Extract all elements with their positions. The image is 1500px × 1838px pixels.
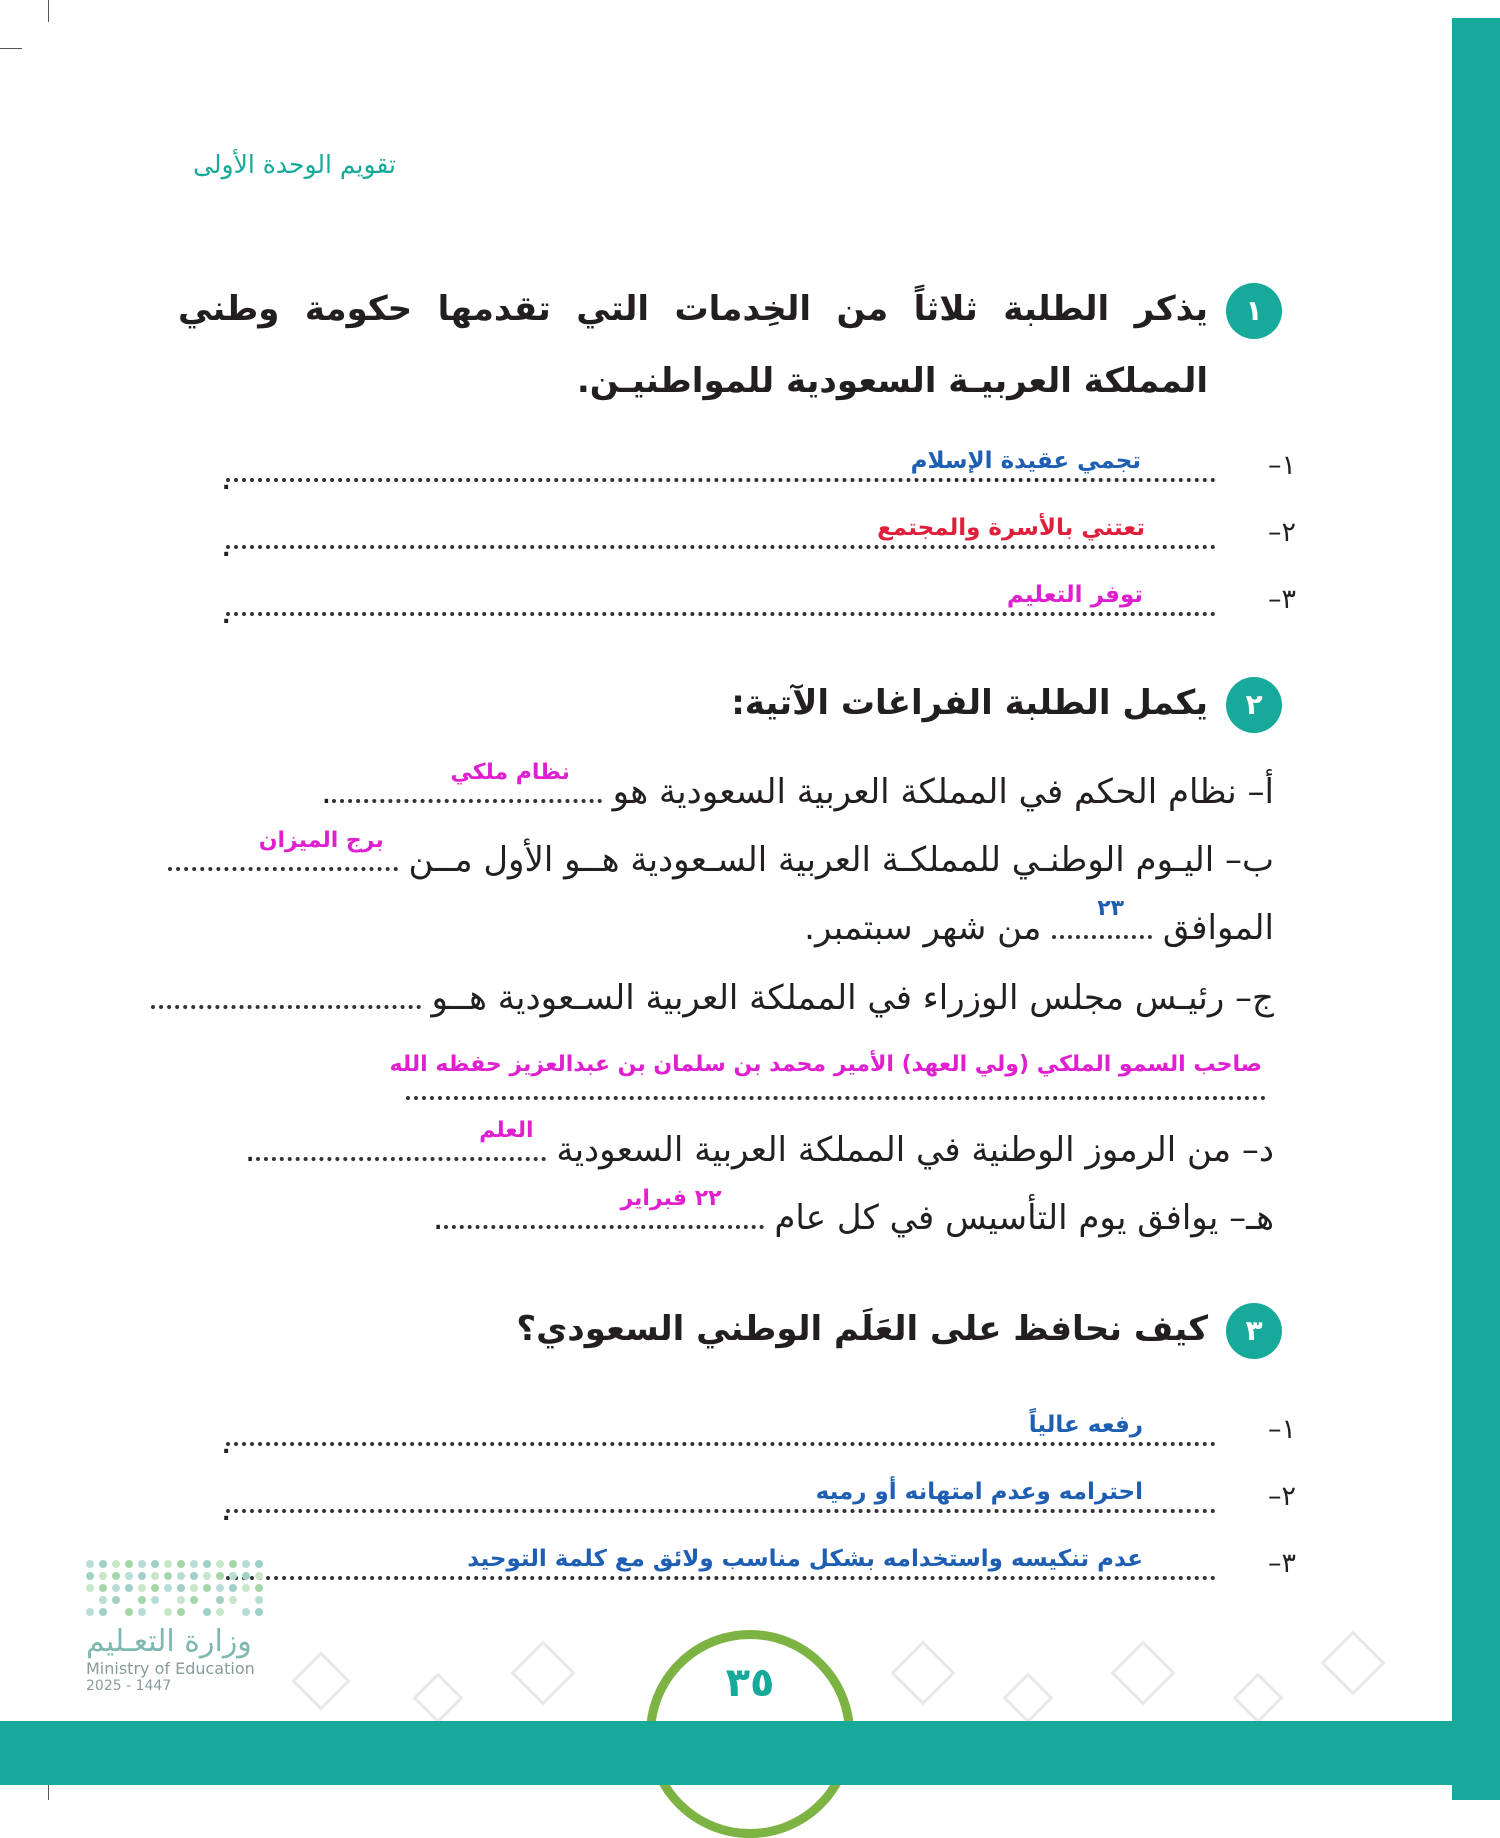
logo-dot — [112, 1560, 120, 1568]
question-3-badge: ٣ — [1226, 1303, 1282, 1359]
unit-review-title: تقويم الوحدة الأولى — [193, 150, 396, 179]
logo-dot — [255, 1608, 263, 1616]
answer-text: توفر التعليم — [1004, 582, 1146, 608]
logo-dot — [125, 1560, 133, 1568]
logo-dot — [229, 1560, 237, 1568]
logo-dot — [203, 1560, 211, 1568]
logo-dot — [255, 1584, 263, 1592]
logo-dot — [190, 1572, 198, 1580]
q3-answer-line-1: ١– . رفعه عالياً — [222, 1412, 1296, 1459]
q2-item-c-answer-line — [389, 1052, 1266, 1100]
logo-dot — [151, 1596, 159, 1604]
answer-text: احترامه وعدم امتهانه أو رميه — [813, 1479, 1146, 1505]
logo-dot — [203, 1584, 211, 1592]
logo-dot — [242, 1608, 250, 1616]
question-3-text: كيف نحافظ على العَلَم الوطني السعودي؟ — [516, 1309, 1208, 1349]
fill-answer: ٢٢ فبراير — [618, 1177, 723, 1221]
decorative-pattern — [1110, 1640, 1175, 1705]
footer-band — [0, 1721, 1452, 1785]
logo-dot — [177, 1608, 185, 1616]
logo-dots-icon — [86, 1560, 276, 1620]
logo-dot — [177, 1572, 185, 1580]
logo-dot — [112, 1584, 120, 1592]
logo-dot — [216, 1560, 224, 1568]
ministry-name-en: Ministry of Education — [86, 1659, 255, 1678]
decorative-pattern — [291, 1651, 350, 1710]
q2-item-c — [151, 976, 1274, 1020]
decorative-pattern — [413, 1673, 464, 1724]
answer-number: ١– — [1267, 1414, 1296, 1445]
question-2-text: يكمل الطلبة الفراغات الآتية: — [731, 683, 1208, 723]
logo-dot — [229, 1584, 237, 1592]
crop-mark — [48, 0, 49, 22]
logo-dot — [190, 1560, 198, 1568]
fill-blank — [151, 977, 421, 1009]
logo-dot — [164, 1608, 172, 1616]
decorative-pattern — [890, 1640, 955, 1705]
logo-dot — [138, 1608, 146, 1616]
item-text: أ– نظام الحكم في المملكة العربية السعودية هو — [612, 772, 1274, 812]
logo-dot — [216, 1608, 224, 1616]
logo-dot — [203, 1608, 211, 1616]
logo-dot — [190, 1584, 198, 1592]
answer-number: ٢– — [1267, 517, 1296, 548]
q2-item-d: د– من الرموز الوطنية في المملكة العربية السعودية العلم . — [245, 1128, 1274, 1172]
page-edge-band — [1452, 18, 1500, 1800]
logo-dot — [177, 1584, 185, 1592]
logo-dot — [99, 1608, 107, 1616]
logo-dot — [112, 1572, 120, 1580]
q1-answer-line-2: ٢– . تعتني بالأسرة والمجتمع — [222, 515, 1296, 562]
logo-dot — [125, 1572, 133, 1580]
ministry-logo — [86, 1560, 286, 1694]
fill-answer: العلم — [477, 1109, 535, 1153]
item-text: ج– رئيـس مجلس الوزراء في المملكة العربية السـعودية هــو — [431, 978, 1274, 1018]
logo-dot — [86, 1584, 94, 1592]
q1-answer-line-1: ١– . تجمي عقيدة الإسلام — [222, 448, 1296, 495]
item-text: الموافق — [1162, 908, 1274, 948]
logo-dot — [216, 1596, 224, 1604]
fill-blank — [1052, 896, 1152, 939]
answer-number: ٣– — [1267, 1548, 1296, 1579]
q2-item-b — [168, 828, 1274, 882]
logo-dot — [216, 1572, 224, 1580]
logo-dot — [138, 1584, 146, 1592]
logo-dot — [177, 1560, 185, 1568]
logo-dot — [151, 1572, 159, 1580]
logo-dot — [125, 1584, 133, 1592]
q1-answer-line-3: ٣– . توفر التعليم — [222, 582, 1296, 629]
q3-answer-line-2: ٢– . احترامه وعدم امتهانه أو رميه — [222, 1479, 1296, 1526]
logo-dot — [99, 1572, 107, 1580]
fill-answer: نظام ملكي — [448, 751, 571, 795]
answer-number: ٣– — [1267, 584, 1296, 615]
decorative-pattern — [1003, 1673, 1054, 1724]
decorative-pattern — [1233, 1673, 1284, 1724]
logo-dot — [151, 1560, 159, 1568]
q2-item-b-continued — [804, 896, 1274, 950]
decorative-pattern — [510, 1640, 575, 1705]
logo-dot — [99, 1584, 107, 1592]
fill-blank — [332, 760, 602, 803]
logo-dot — [164, 1560, 172, 1568]
logo-dot — [164, 1572, 172, 1580]
answer-text: تجمي عقيدة الإسلام — [908, 448, 1144, 474]
edition-year: 2025 - 1447 — [86, 1678, 172, 1694]
logo-dot — [242, 1584, 250, 1592]
logo-dot — [138, 1596, 146, 1604]
item-text: هـ– يوافق يوم التأسيس في كل عام — [774, 1198, 1274, 1238]
answer-text: عدم تنكيسه واستخدامه بشكل مناسب ولائق مع كلمة التوحيد — [464, 1546, 1146, 1572]
logo-dot — [138, 1572, 146, 1580]
question-2-badge: ٢ — [1226, 677, 1282, 733]
logo-dot — [164, 1584, 172, 1592]
logo-dot — [242, 1572, 250, 1580]
question-1-badge: ١ — [1226, 283, 1282, 339]
logo-dot — [86, 1608, 94, 1616]
fill-answer: برج الميزان — [257, 819, 386, 863]
fill-blank — [444, 1186, 764, 1229]
logo-dot — [177, 1596, 185, 1604]
crop-mark — [0, 48, 22, 49]
item-text: ب– اليـوم الوطنـي للمملكـة العربية السـعودية هــو الأول مــن — [408, 840, 1274, 880]
logo-dot — [229, 1572, 237, 1580]
page-number: ٣٥ — [725, 1660, 775, 1706]
answer-number: ١– — [1267, 450, 1296, 481]
logo-dot — [242, 1560, 250, 1568]
logo-dot — [255, 1596, 263, 1604]
logo-dot — [86, 1560, 94, 1568]
logo-dot — [255, 1560, 263, 1568]
fill-blank — [168, 828, 398, 871]
logo-dot — [229, 1596, 237, 1604]
logo-dot — [112, 1596, 120, 1604]
answer-text: تعتني بالأسرة والمجتمع — [874, 515, 1148, 541]
ministry-name-ar: وزارة التعـليم — [86, 1624, 252, 1659]
item-text: د– من الرموز الوطنية في المملكة العربية السعودية — [556, 1130, 1274, 1170]
logo-dot — [86, 1572, 94, 1580]
logo-dot — [255, 1572, 263, 1580]
logo-dot — [125, 1608, 133, 1616]
answer-number: ٢– — [1267, 1481, 1296, 1512]
logo-dot — [99, 1596, 107, 1604]
fill-blank — [256, 1118, 546, 1161]
logo-dot — [138, 1560, 146, 1568]
fill-answer: صاحب السمو الملكي (ولي العهد) الأمير محمد بن سلمان بن عبدالعزيز حفظه الله — [386, 1052, 1266, 1077]
question-1-text: يذكر الطلبة ثلاثاً من الخِدمات التي تقدمها حكومة وطني المملكة العربيـة السعودية للمواطنيـن. — [178, 289, 1208, 401]
q2-item-e: هـ– يوافق يوم التأسيس في كل عام ٢٢ فبراير . — [433, 1196, 1274, 1240]
q3-answer-line-3 — [226, 1546, 1296, 1590]
item-text: من شهر سبتمبر. — [804, 908, 1042, 948]
logo-dot — [216, 1584, 224, 1592]
answer-text: رفعه عالياً — [1026, 1412, 1146, 1438]
logo-dot — [151, 1584, 159, 1592]
q2-item-a: أ– نظام الحكم في المملكة العربية السعودية هو نظام ملكي . — [321, 770, 1274, 814]
logo-dot — [99, 1560, 107, 1568]
logo-dot — [203, 1572, 211, 1580]
fill-answer: ٢٣ — [1095, 887, 1126, 931]
decorative-pattern — [1320, 1630, 1385, 1695]
logo-dot — [190, 1596, 198, 1604]
